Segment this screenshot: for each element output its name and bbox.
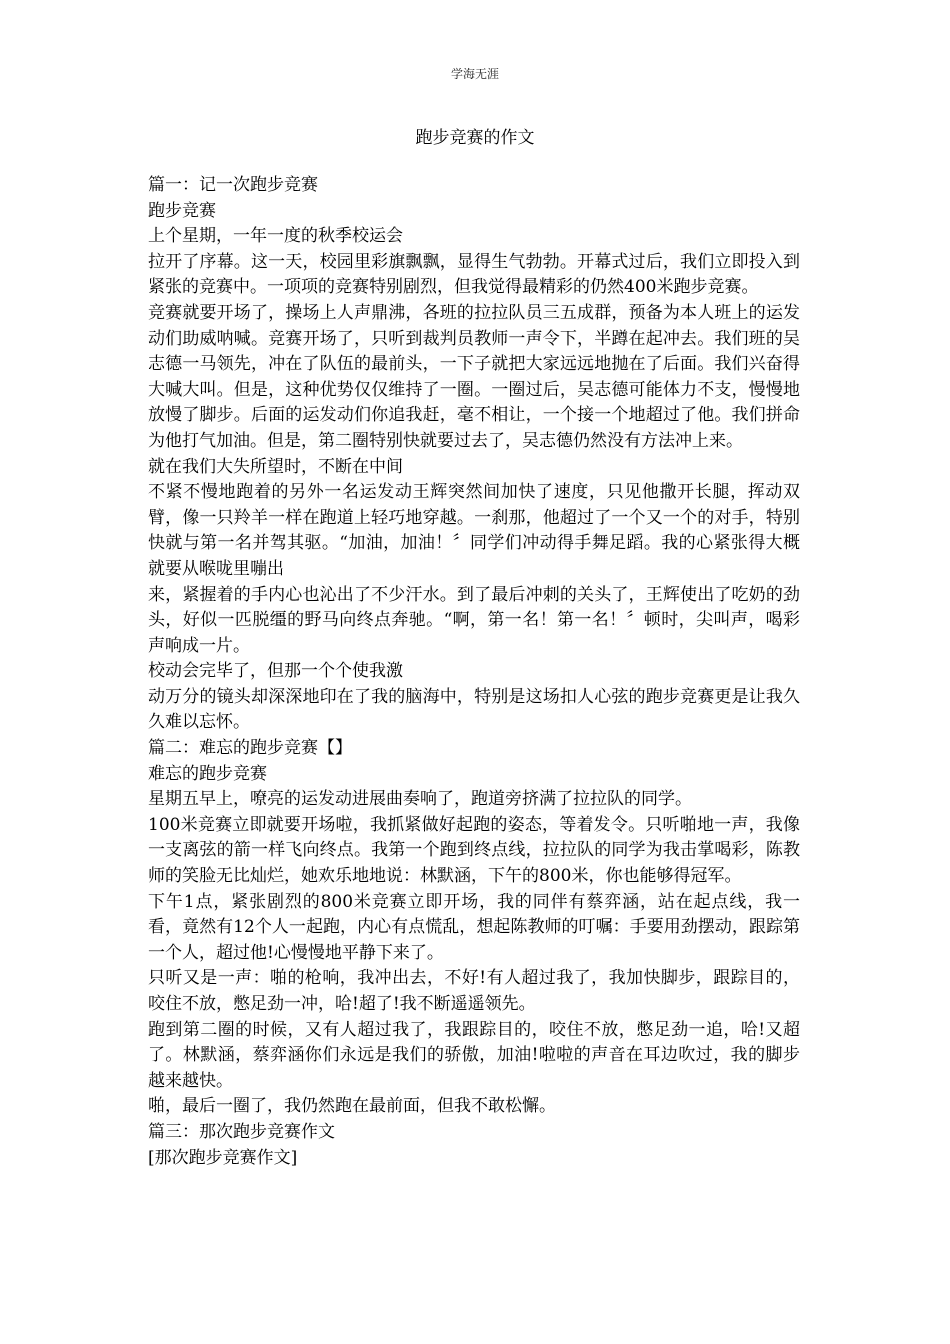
paragraph: 竞赛就要开场了，操场上人声鼎沸，各班的拉拉队员三五成群，预备为本人班上的运发动们助威呐喊。竞赛开场了，只听到裁判员教师一声令下，半蹲在起冲去。我们班的吴志德一马领先，冲在了队伍的最前头，一下子就把大家远远地抛在了后面。我们兴奋得大喊大叫。但是，这种优势仅仅维持了一圈。一圈过后，吴志德可能体力不支，慢慢地放慢了脚步。后面的运发动们你追我赶，毫不相让，一个接一个地超过了他。我们拼命为他打气加油。但是，第二圈特别快就要过去了，吴志德仍然没有方法冲上来。 xyxy=(148,302,800,451)
paragraph: 动万分的镜头却深深地印在了我的脑海中，特别是这场扣人心弦的跑步竞赛更是让我久久难以忘怀。 xyxy=(148,686,800,733)
paragraph: 星期五早上，嘹亮的运发动进展曲奏响了，跑道旁挤满了拉拉队的同学。 xyxy=(148,789,692,810)
paragraph: 啪，最后一圈了，我仍然跑在最前面，但我不敢松懈。 xyxy=(148,1096,556,1117)
section-heading: 篇二：难忘的跑步竞赛【】 xyxy=(148,738,352,759)
paragraph: 就在我们大失所望时，不断在中间 xyxy=(148,456,403,477)
paragraph: 不紧不慢地跑着的另外一名运发动王辉突然间加快了速度，只见他撒开长腿，挥动双臂，像一只羚羊一样在跑道上轻巧地穿越。一刹那，他超过了一个又一个的对手，特别快就与第一名并驾其驱。“加油，加油！〞同学们冲动得手舞足蹈。我的心紧张得大概就要从喉咙里嘣出 xyxy=(148,482,800,579)
paragraph: 跑到第二圈的时候，又有人超过我了，我跟踪目的，咬住不放，憋足劲一追，哈!又超了。林默涵，蔡弈涵你们永远是我们的骄傲，加油!啦啦的声音在耳边吹过，我的脚步越来越快。 xyxy=(148,1019,800,1091)
paragraph: 校动会完毕了，但那一个个使我激 xyxy=(148,661,403,682)
paragraph: 难忘的跑步竞赛 xyxy=(148,763,267,784)
section-heading: 篇三：那次跑步竞赛作文 xyxy=(148,1121,335,1142)
paragraph: 拉开了序幕。这一天，校园里彩旗飘飘，显得生气勃勃。开幕式过后，我们立即投入到紧张的竞赛中。一项项的竞赛特别剧烈，但我觉得最精彩的仍然400米跑步竞赛。 xyxy=(148,251,800,298)
paragraph: 来，紧握着的手内心也沁出了不少汗水。到了最后冲刺的关头了，王辉使出了吃奶的劲头，好似一匹脱缰的野马向终点奔驰。“啊，第一名！第一名！〞顿时，尖叫声，喝彩声响成一片。 xyxy=(148,584,800,656)
page-header: 学海无涯 xyxy=(450,67,499,81)
paragraph: 100米竞赛立即就要开场啦，我抓紧做好起跑的姿态，等着发令。只听啪地一声，我像一支离弦的箭一样飞向终点。我第一个跑到终点线，拉拉队的同学为我击掌喝彩，陈教师的笑脸无比灿烂，她欢乐地地说：林默涵，下午的800米，你也能够得冠军。 xyxy=(148,814,800,887)
paragraph: [那次跑步竞赛作文] xyxy=(148,1147,298,1168)
section-heading: 篇一：记一次跑步竞赛 xyxy=(148,175,318,195)
paragraph: 只听又是一声：啪的枪响，我冲出去，不好!有人超过我了，我加快脚步，跟踪目的，咬住不放，憋足劲一冲，哈!超了!我不断遥遥领先。 xyxy=(148,968,800,1014)
document-title: 跑步竞赛的作文 xyxy=(415,128,535,148)
paragraph: 下午1点，紧张剧烈的800米竞赛立即开场，我的同伴有蔡弈涵，站在起点线，我一看，竟然有12个人一起跑，内心有点慌乱，想起陈教师的叮嘱：手要用劲摆动，跟踪第一个人，超过他!心慢慢地平静下来了。 xyxy=(148,891,800,963)
paragraph: 跑步竞赛 xyxy=(148,200,216,221)
paragraph: 上个星期，一年一度的秋季校运会 xyxy=(148,226,403,247)
document-body xyxy=(148,173,800,1171)
